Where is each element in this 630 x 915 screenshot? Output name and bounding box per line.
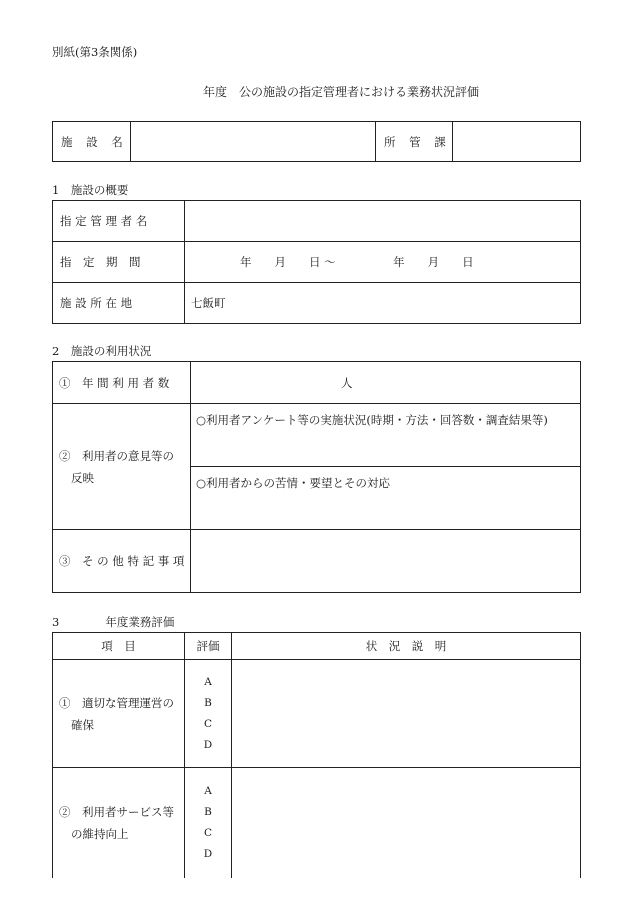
grade-option[interactable]: A [204,676,212,688]
annual-users-unit: 人 [341,375,353,390]
facility-name-label: 施 設 名 [53,122,131,162]
other-notes-label: ③ そ の 他 特 記 事 項 [53,530,191,593]
survey-text: ○利用者アンケート等の実施状況(時期・方法・回答数・調査結果等) [196,413,548,427]
section2-heading: 2 施設の利用状況 [52,344,152,358]
annual-users-label: ① 年 間 利 用 者 数 [53,362,191,404]
grade-option[interactable]: A [204,785,212,798]
eval-item-management: ① 適切な管理運営の 確保 [53,660,185,768]
section1-heading: 1 施設の概要 [52,183,129,197]
grade-option[interactable]: B [204,806,212,819]
grade-option[interactable]: B [204,697,212,709]
grade-option[interactable]: D [203,739,213,751]
grade-option[interactable]: C [203,718,213,730]
location-value: 七飯町 [191,296,226,310]
period-value: 年 月 日 ～ 年 月 日 [240,255,474,269]
usage-table [52,361,581,593]
eval-description-management[interactable] [232,660,581,768]
eval-rating-management[interactable] [185,660,232,768]
facility-overview-table [52,200,581,324]
location-label: 施 設 所 在 地 [53,283,185,324]
survey-field[interactable] [191,404,581,467]
annual-users-field[interactable] [191,362,581,404]
evaluation-table [52,632,581,878]
grade-option[interactable]: D [203,848,213,861]
header-description: 状 況 説 明 [232,633,581,660]
feedback-label: ② 利用者の意見等の 反映 [53,404,191,530]
facility-name-field[interactable] [131,122,376,162]
complaints-field[interactable] [191,467,581,530]
location-field[interactable] [185,283,581,324]
attachment-label: 別紙(第3条関係) [52,45,138,59]
facility-table [52,121,581,162]
department-field[interactable] [453,122,581,162]
header-item: 項 目 [53,633,185,660]
department-label: 所 管 課 [376,122,453,162]
complaints-text: ○利用者からの苦情・要望とその対応 [196,476,391,490]
eval-item-service: ② 利用者サービス等 の維持向上 [53,768,185,878]
manager-label: 指 定 管 理 者 名 [53,201,185,242]
period-label: 指 定 期 間 [53,242,185,283]
section3-heading: 3 年度業務評価 [52,615,175,629]
manager-field[interactable] [185,201,581,242]
period-field[interactable] [185,242,581,283]
other-notes-field[interactable] [191,530,581,593]
header-rating: 評価 [185,633,232,660]
grade-option[interactable]: C [203,827,213,840]
page-title: 年度 公の施設の指定管理者における業務状況評価 [203,85,480,99]
eval-description-service[interactable] [232,768,581,878]
eval-rating-service[interactable] [185,768,232,878]
